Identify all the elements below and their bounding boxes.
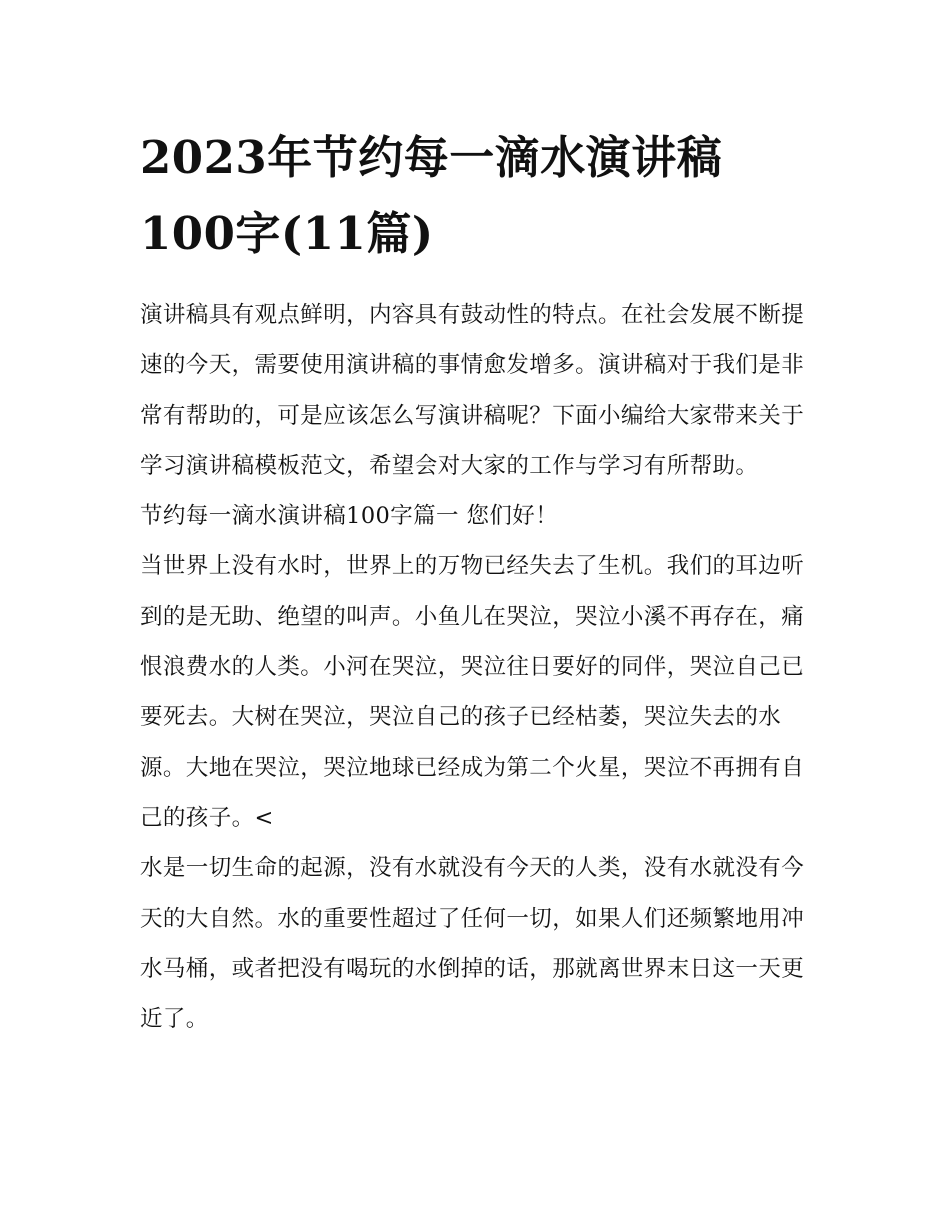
section-heading: 节约每一滴水演讲稿100字篇一 您们好！ bbox=[140, 503, 559, 530]
title-line-1: 2023年节约每一滴水演讲稿 bbox=[140, 131, 723, 184]
intro-paragraph: 演讲稿具有观点鲜明，内容具有鼓动性的特点。在社会发展不断提速的今天，需要使用演讲稿的事情愈发增多。演讲稿对于我们是非常有帮助的，可是应该怎么写演讲稿呢？下面小编给大家带来关于学习演讲稿模板范文，希望会对大家的工作与学习有所帮助。 bbox=[140, 302, 805, 479]
body-paragraph-2: 水是一切生命的起源，没有水就没有今天的人类，没有水就没有今天的大自然。水的重要性超过了任何一切，如果人们还频繁地用冲水马桶，或者把没有喝玩的水倒掉的话，那就离世界末日这一天更近了。 bbox=[140, 855, 805, 1033]
document-content bbox=[140, 120, 812, 1044]
title-line-2: 100字(11篇) bbox=[140, 207, 434, 260]
body-paragraph-1: 当世界上没有水时，世界上的万物已经失去了生机。我们的耳边听到的是无助、绝望的叫声。小鱼儿在哭泣，哭泣小溪不再存在，痛恨浪费水的人类。小河在哭泣，哭泣往日要好的同伴，哭泣自己已要死去。大树在哭泣，哭泣自己的孩子已经枯萎，哭泣失去的水源。大地在哭泣，哭泣地球已经成为第二个火星，哭泣不再拥有自己的孩子。< bbox=[140, 553, 805, 831]
document-title bbox=[140, 120, 812, 272]
